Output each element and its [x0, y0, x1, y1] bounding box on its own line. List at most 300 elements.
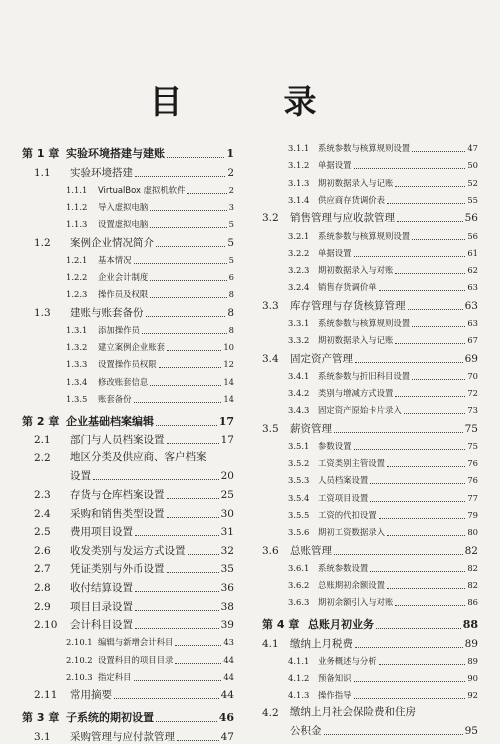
toc-label: 库存管理与存货核算管理: [290, 299, 406, 312]
toc-number: 4.1.1: [288, 655, 310, 666]
toc-subsection[interactable]: [22, 649, 234, 666]
toc-leader: [93, 478, 219, 480]
toc-page-number: 2: [228, 184, 234, 195]
toc-page-number: 82: [467, 562, 478, 573]
toc-leader: [134, 401, 222, 403]
toc-label: 缴纳上月社会保险费和住房: [290, 706, 416, 719]
toc-leader: [354, 680, 466, 682]
toc-label: 企业基础档案编辑: [66, 414, 154, 428]
toc-label: 地区分类及供应商、客户档案: [70, 451, 207, 464]
toc-page-number: 63: [467, 317, 478, 328]
toc-number: 3.2.3: [288, 264, 310, 275]
toc-page-number: 14: [223, 376, 234, 387]
toc-number: 3.1.1: [288, 143, 310, 154]
toc-label: 薪资管理: [290, 422, 332, 435]
toc-number: 2.10.3: [66, 671, 93, 682]
toc-subsection[interactable]: [262, 260, 478, 277]
toc-number: 2.7: [34, 563, 51, 576]
toc-label: 缴纳上月税费: [290, 637, 353, 650]
toc-subsection[interactable]: [262, 138, 478, 155]
toc-subsection[interactable]: [262, 470, 478, 487]
toc-page-number: 36: [220, 582, 234, 594]
toc-label: 单据设置: [318, 160, 352, 171]
toc-leader: [134, 262, 227, 264]
toc-section[interactable]: [22, 301, 234, 320]
toc-number: 3.3.2: [288, 335, 310, 346]
toc-leader: [395, 395, 465, 397]
toc-subsection[interactable]: [262, 685, 478, 702]
toc-leader: [135, 590, 219, 592]
toc-page-number: 52: [467, 177, 478, 188]
toc-number: 3.1: [34, 730, 51, 743]
toc-label: 参数设置: [318, 441, 352, 451]
toc-label: 系统参数与核算规则设置: [318, 143, 411, 154]
toc-subsection[interactable]: [262, 400, 478, 417]
toc-page-number: 17: [220, 434, 234, 447]
toc-number: 1.3.5: [66, 393, 88, 404]
toc-label: 常用摘要: [70, 689, 112, 702]
toc-page-number: 79: [467, 509, 478, 520]
toc-section[interactable]: [262, 417, 478, 436]
toc-label: 设置操作员权限: [98, 359, 157, 370]
toc-label: 人员档案设置: [318, 475, 369, 486]
toc-label: VirtualBox 虚拟机软件: [98, 184, 186, 195]
toc-leader: [412, 325, 465, 327]
toc-number: 2.8: [34, 582, 51, 594]
toc-page-number: 63: [467, 282, 478, 293]
toc-right-column: [262, 138, 478, 738]
page-title: 目 录: [149, 82, 351, 121]
toc-leader: [387, 202, 465, 204]
toc-chapter[interactable]: [22, 144, 234, 161]
toc-number: 3.6: [262, 544, 279, 557]
toc-page-number: 50: [467, 160, 478, 171]
toc-page-number: 76: [467, 458, 478, 469]
toc-subsection[interactable]: [262, 505, 478, 522]
toc-chapter[interactable]: [22, 412, 234, 429]
toc-subsection[interactable]: [262, 383, 478, 400]
toc-label: 设置科目的项目目录: [98, 654, 174, 665]
toc-label: 收发类别与发运方式设置: [70, 544, 186, 557]
toc-leader: [412, 238, 465, 240]
toc-chapter[interactable]: [22, 708, 234, 725]
toc-number: 2.10.2: [66, 654, 93, 665]
toc-label: 期初余额引入与对账: [318, 597, 394, 608]
toc-leader: [150, 279, 226, 281]
toc-leader: [167, 349, 221, 351]
toc-subsection[interactable]: [22, 389, 234, 406]
toc-page-number: 14: [223, 393, 234, 404]
toc-label: 总账月初业务: [308, 618, 374, 632]
toc-leader: [379, 517, 466, 519]
toc-number: 3.6.1: [288, 562, 310, 573]
toc-subsection[interactable]: [262, 575, 478, 592]
toc-number: 3.5.5: [288, 509, 310, 520]
toc-number: 3.1.4: [288, 194, 310, 205]
toc-number: 2.10.1: [66, 637, 93, 648]
toc-page-number: 55: [467, 194, 478, 205]
toc-leader: [354, 697, 466, 699]
toc-page-number: 3: [228, 201, 234, 212]
toc-label: 设置: [70, 470, 91, 483]
toc-leader: [412, 378, 465, 380]
toc-page-number: 86: [467, 597, 478, 608]
toc-label: 费用项目设置: [70, 526, 133, 539]
toc-left-column: [22, 138, 234, 744]
toc-number: 3.2: [262, 212, 279, 225]
toc-number: 2.10: [34, 619, 58, 632]
toc-label: 预备知识: [318, 673, 352, 684]
toc-number: 3.4.3: [288, 405, 310, 416]
toc-page-number: 56: [464, 212, 478, 225]
toc-page-number: 70: [467, 370, 478, 381]
toc-leader: [159, 366, 222, 368]
toc-subsection[interactable]: [262, 453, 478, 470]
toc-leader: [379, 289, 466, 291]
toc-leader: [370, 500, 465, 502]
toc-subsection[interactable]: [22, 180, 234, 197]
toc-label: 工资类别主管设置: [318, 458, 385, 469]
toc-label: 部门与人员档案设置: [70, 434, 165, 447]
toc-subsection[interactable]: [262, 366, 478, 383]
toc-number: 1.3.3: [66, 359, 88, 370]
toc-label: 总账管理: [290, 544, 332, 557]
toc-subsection[interactable]: [262, 190, 478, 207]
toc-line: [22, 447, 234, 464]
toc-leader: [156, 424, 217, 426]
toc-label: 导入虚拟电脑: [98, 201, 149, 212]
toc-page-number: 89: [467, 655, 478, 666]
toc-subsection[interactable]: [262, 487, 478, 504]
toc-label: 添加操作员: [98, 325, 140, 336]
toc-leader: [135, 609, 219, 611]
toc-number: 2.1: [34, 434, 51, 447]
toc-subsection[interactable]: [22, 667, 234, 684]
toc-label: 期初数据录入与记账: [318, 177, 394, 188]
toc-number: 第 2 章: [22, 414, 60, 428]
toc-number: 1.2.3: [66, 289, 88, 300]
toc-section[interactable]: [22, 521, 234, 540]
toc-line: [22, 464, 234, 483]
toc-page-number: 17: [218, 414, 234, 428]
toc-number: 1.1.1: [66, 184, 88, 195]
toc-page-number: 32: [220, 544, 234, 557]
toc-label: 企业会计制度: [98, 272, 149, 283]
toc-leader: [334, 553, 463, 555]
toc-page-number: 82: [464, 544, 478, 557]
toc-leader: [404, 412, 466, 414]
toc-page-number: 8: [228, 325, 234, 336]
toc-page-number: 95: [464, 725, 478, 738]
toc-page-number: 63: [464, 299, 478, 312]
toc-page-number: 8: [227, 306, 234, 319]
toc-page-number: 72: [467, 388, 478, 399]
toc-label: 固定资产管理: [290, 352, 353, 365]
toc-section[interactable]: [22, 576, 234, 595]
toc-number: 1.2.2: [66, 272, 88, 283]
toc-section[interactable]: [262, 347, 478, 366]
toc-section[interactable]: [22, 447, 234, 483]
toc-label: 操作指导: [318, 690, 352, 701]
toc-page-number: 77: [467, 492, 478, 503]
toc-section[interactable]: [22, 558, 234, 577]
toc-subsection[interactable]: [22, 354, 234, 371]
toc-page-number: 20: [220, 470, 234, 483]
toc-number: 3.6.3: [288, 597, 310, 608]
toc-number: 2.11: [34, 689, 58, 702]
toc-page-number: 10: [223, 342, 234, 353]
toc-label: 建立案例企业账套: [98, 342, 165, 353]
toc-number: 3.1.2: [288, 160, 310, 171]
toc-line: [262, 719, 478, 738]
toc-leader: [355, 646, 463, 648]
toc-page-number: 80: [467, 526, 478, 537]
toc-leader: [150, 296, 226, 298]
toc-label: 操作员及权限: [98, 289, 149, 300]
toc-number: 4.1.2: [288, 673, 310, 684]
toc-section[interactable]: [22, 502, 234, 521]
toc-leader: [354, 255, 466, 257]
toc-page-number: 89: [464, 637, 478, 650]
toc-label: 系统参数与核算规则设置: [318, 317, 411, 328]
toc-number: 4.2: [262, 707, 279, 720]
toc-leader: [395, 272, 465, 274]
toc-page-number: 38: [220, 600, 234, 613]
toc-subsection[interactable]: [262, 436, 478, 453]
toc-label: 指定科目: [98, 671, 132, 682]
toc-leader: [135, 534, 219, 536]
toc-label: 账套备份: [98, 393, 132, 404]
toc-number: 3.5: [262, 422, 279, 435]
toc-label: 期初工资数据录入: [318, 526, 385, 537]
toc-leader: [370, 570, 465, 572]
toc-label: 案例企业情况简介: [70, 236, 154, 249]
toc-label: 固定资产原始卡片录入: [318, 405, 402, 416]
toc-label: 凭证类别与外币设置: [70, 563, 165, 576]
toc-page-number: 12: [223, 359, 234, 370]
toc-number: 3.1.3: [288, 177, 310, 188]
toc-number: 1.3.4: [66, 376, 88, 387]
toc-label: 存货与仓库档案设置: [70, 489, 165, 502]
toc-leader: [135, 175, 225, 177]
toc-subsection[interactable]: [262, 155, 478, 172]
toc-leader: [167, 516, 219, 518]
toc-page-number: 88: [462, 618, 478, 632]
toc-subsection[interactable]: [22, 337, 234, 354]
toc-label: 建账与账套备份: [70, 306, 144, 319]
toc-page-number: 75: [467, 441, 478, 451]
toc-section[interactable]: [22, 231, 234, 250]
toc-number: 3.2.2: [288, 247, 310, 258]
toc-number: 2.5: [34, 526, 51, 539]
toc-label: 子系统的期初设置: [66, 711, 154, 725]
toc-page-number: 25: [220, 489, 234, 502]
toc-number: 3.2.1: [288, 230, 310, 241]
toc-page-number: 39: [220, 619, 234, 632]
toc-label: 收付结算设置: [70, 582, 133, 594]
toc-subsection[interactable]: [262, 172, 478, 189]
toc-section[interactable]: [262, 702, 478, 738]
toc-section[interactable]: [22, 161, 234, 180]
toc-subsection[interactable]: [22, 214, 234, 231]
toc-section[interactable]: [22, 429, 234, 448]
toc-leader: [395, 342, 465, 344]
toc-page-number: 46: [218, 711, 234, 725]
toc-page-number: 1: [226, 147, 234, 160]
toc-number: 3.5.1: [288, 441, 310, 451]
toc-page-number: 30: [220, 507, 234, 520]
toc-number: 第 1 章: [22, 147, 60, 160]
toc-page-number: 75: [464, 422, 478, 435]
toc-subsection[interactable]: [262, 651, 478, 668]
toc-label: 修改账套信息: [98, 376, 149, 387]
toc-page-number: 47: [467, 143, 478, 154]
toc-number: 第 3 章: [22, 711, 60, 725]
toc-leader: [156, 720, 217, 722]
toc-label: 实验环境搭建: [70, 166, 133, 179]
toc-page-number: 44: [223, 654, 234, 665]
toc-number: 3.3: [262, 299, 279, 312]
toc-number: 第 4 章: [262, 618, 300, 632]
toc-section[interactable]: [262, 294, 478, 313]
toc-number: 3.5.3: [288, 475, 310, 486]
toc-subsection[interactable]: [22, 284, 234, 301]
toc-section[interactable]: [22, 725, 234, 744]
toc-number: 1.1.3: [66, 219, 88, 230]
toc-label: 编辑与新增会计科目: [98, 637, 174, 648]
toc-leader: [370, 482, 465, 484]
toc-page-number: 61: [467, 247, 478, 258]
toc-subsection[interactable]: [262, 277, 478, 294]
toc-number: 1.3: [34, 306, 51, 319]
toc-number: 4.1.3: [288, 690, 310, 701]
toc-subsection[interactable]: [262, 668, 478, 685]
toc-number: 3.6.2: [288, 579, 310, 590]
toc-label: 销售管理与应收款管理: [290, 212, 395, 225]
toc-line: [262, 702, 478, 719]
toc-subsection[interactable]: [22, 632, 234, 649]
toc-page-number: 8: [228, 289, 234, 300]
toc-leader: [395, 185, 465, 187]
toc-number: 3.5.6: [288, 526, 310, 537]
toc-subsection[interactable]: [262, 592, 478, 609]
toc-leader: [355, 361, 463, 363]
toc-number: 1.2.1: [66, 254, 88, 265]
toc-label: 工资的代扣设置: [318, 509, 377, 520]
toc-subsection[interactable]: [262, 558, 478, 575]
toc-leader: [114, 697, 219, 699]
toc-page-number: 5: [228, 254, 234, 265]
toc-page-number: 43: [223, 637, 234, 648]
toc-subsection[interactable]: [22, 320, 234, 337]
toc-section[interactable]: [22, 595, 234, 614]
toc-leader: [376, 627, 461, 629]
toc-page-number: 2: [227, 166, 234, 179]
toc-leader: [334, 431, 463, 433]
toc-chapter[interactable]: [262, 615, 478, 632]
toc-page-number: 31: [220, 526, 234, 539]
toc-leader: [188, 553, 219, 555]
toc-subsection[interactable]: [262, 225, 478, 242]
toc-number: 3.4: [262, 352, 279, 365]
toc-label: 系统参数设置: [318, 562, 369, 573]
toc-page-number: 90: [467, 673, 478, 684]
toc-page-number: 47: [220, 730, 234, 743]
toc-section[interactable]: [262, 632, 478, 651]
toc-leader: [354, 448, 466, 450]
toc-section[interactable]: [262, 539, 478, 558]
toc-leader: [408, 308, 463, 310]
toc-page-number: 82: [467, 579, 478, 590]
toc-leader: [387, 587, 465, 589]
toc-page-number: 44: [223, 671, 234, 682]
toc-label: 期初数据录入与记账: [318, 335, 394, 346]
toc-page-number: 92: [467, 690, 478, 701]
toc-page-number: 69: [464, 352, 478, 365]
toc-number: 2.4: [34, 507, 51, 520]
toc-leader: [187, 192, 226, 194]
toc-label: 销售存货调价单: [318, 282, 377, 293]
toc-section[interactable]: [22, 614, 234, 633]
toc-page-number: 5: [228, 219, 234, 230]
toc-leader: [150, 384, 221, 386]
toc-leader: [387, 465, 465, 467]
toc-subsection[interactable]: [22, 197, 234, 214]
toc-subsection[interactable]: [262, 330, 478, 347]
toc-number: 1.3.1: [66, 325, 88, 336]
toc-section[interactable]: [22, 483, 234, 502]
toc-subsection[interactable]: [262, 522, 478, 539]
toc-number: 3.4.2: [288, 388, 310, 399]
toc-subsection[interactable]: [262, 313, 478, 330]
toc-section[interactable]: [22, 684, 234, 703]
toc-section[interactable]: [22, 539, 234, 558]
toc-subsection[interactable]: [22, 371, 234, 388]
toc-label: 会计科目设置: [70, 619, 133, 632]
toc-label: 类别与增减方式设置: [318, 388, 394, 399]
toc-page-number: 76: [467, 475, 478, 486]
toc-leader: [175, 662, 221, 664]
toc-leader: [397, 220, 463, 222]
toc-label: 供应商存货调价表: [318, 194, 385, 205]
toc-number: 3.5.2: [288, 458, 310, 469]
toc-subsection[interactable]: [22, 267, 234, 284]
toc-page-number: 35: [220, 563, 234, 576]
toc-leader: [395, 604, 465, 606]
toc-number: 3.4.1: [288, 370, 310, 381]
toc-leader: [412, 150, 465, 152]
toc-subsection[interactable]: [22, 250, 234, 267]
toc-number: 1.1: [34, 166, 51, 179]
toc-label: 采购管理与应付款管理: [70, 730, 175, 743]
toc-leader: [167, 571, 219, 573]
toc-label: 系统参数与核算规则设置: [318, 230, 411, 241]
toc-number: 2.2: [34, 452, 51, 465]
toc-leader: [150, 209, 226, 211]
toc-label: 业务概述与分析: [318, 655, 377, 666]
toc-leader: [150, 226, 226, 228]
toc-page-number: 44: [220, 689, 234, 702]
toc-subsection[interactable]: [262, 243, 478, 260]
toc-number: 2.9: [34, 600, 51, 613]
toc-leader: [387, 534, 465, 536]
toc-label: 期初数据录入与对账: [318, 264, 394, 275]
toc-page-number: 6: [228, 272, 234, 283]
toc-label: 项目目录设置: [70, 600, 133, 613]
toc-label: 设置虚拟电脑: [98, 219, 149, 230]
toc-page-number: 67: [467, 335, 478, 346]
toc-section[interactable]: [262, 207, 478, 226]
